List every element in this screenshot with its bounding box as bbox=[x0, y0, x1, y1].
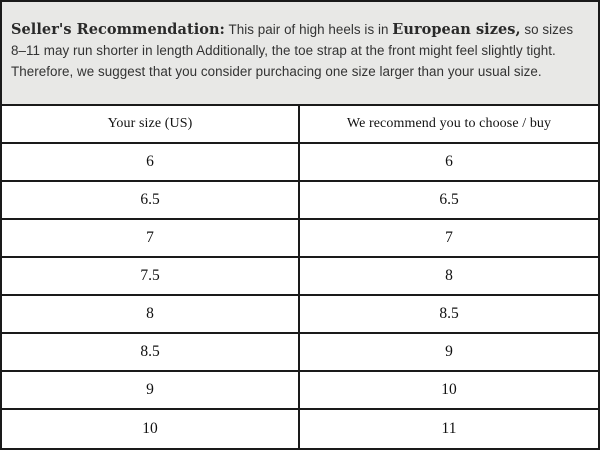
your-size-cell: 6 bbox=[2, 144, 300, 182]
note-text-part-2: so sizes 8–11 may run shorter in length Additionally, the toe strap at the front might feel slightly tight. Therefore, we suggest that you consider purchacing one size larger than your usual size. bbox=[11, 22, 574, 79]
size-conversion-table bbox=[2, 106, 598, 448]
european-sizes-emphasis: European sizes, bbox=[392, 21, 521, 38]
recommended-size-cell: 10 bbox=[300, 372, 598, 410]
note-text-part-1: This pair of high heels is in bbox=[224, 22, 393, 37]
your-size-cell: 10 bbox=[2, 410, 300, 448]
seller-recommendation-note bbox=[2, 2, 598, 106]
recommended-size-cell: 7 bbox=[300, 220, 598, 258]
your-size-cell: 8 bbox=[2, 296, 300, 334]
your-size-cell: 7 bbox=[2, 220, 300, 258]
recommended-size-cell: 11 bbox=[441, 420, 457, 437]
header-your-size: Your size (US) bbox=[2, 106, 300, 144]
recommended-size-cell: 8.5 bbox=[300, 296, 598, 334]
recommended-size-cell: 6 bbox=[300, 144, 598, 182]
header-recommended-size: We recommend you to choose / buy bbox=[300, 106, 598, 144]
your-size-cell: 9 bbox=[2, 372, 300, 410]
recommendation-lead: Seller's Recommendation: bbox=[11, 21, 225, 38]
recommended-size-cell: 8 bbox=[300, 258, 598, 296]
your-size-cell: 7.5 bbox=[2, 258, 300, 296]
your-size-cell: 6.5 bbox=[2, 182, 300, 220]
recommended-size-cell: 6.5 bbox=[300, 182, 598, 220]
recommended-size-cell: 9 bbox=[300, 334, 598, 372]
your-size-cell: 8.5 bbox=[2, 334, 300, 372]
